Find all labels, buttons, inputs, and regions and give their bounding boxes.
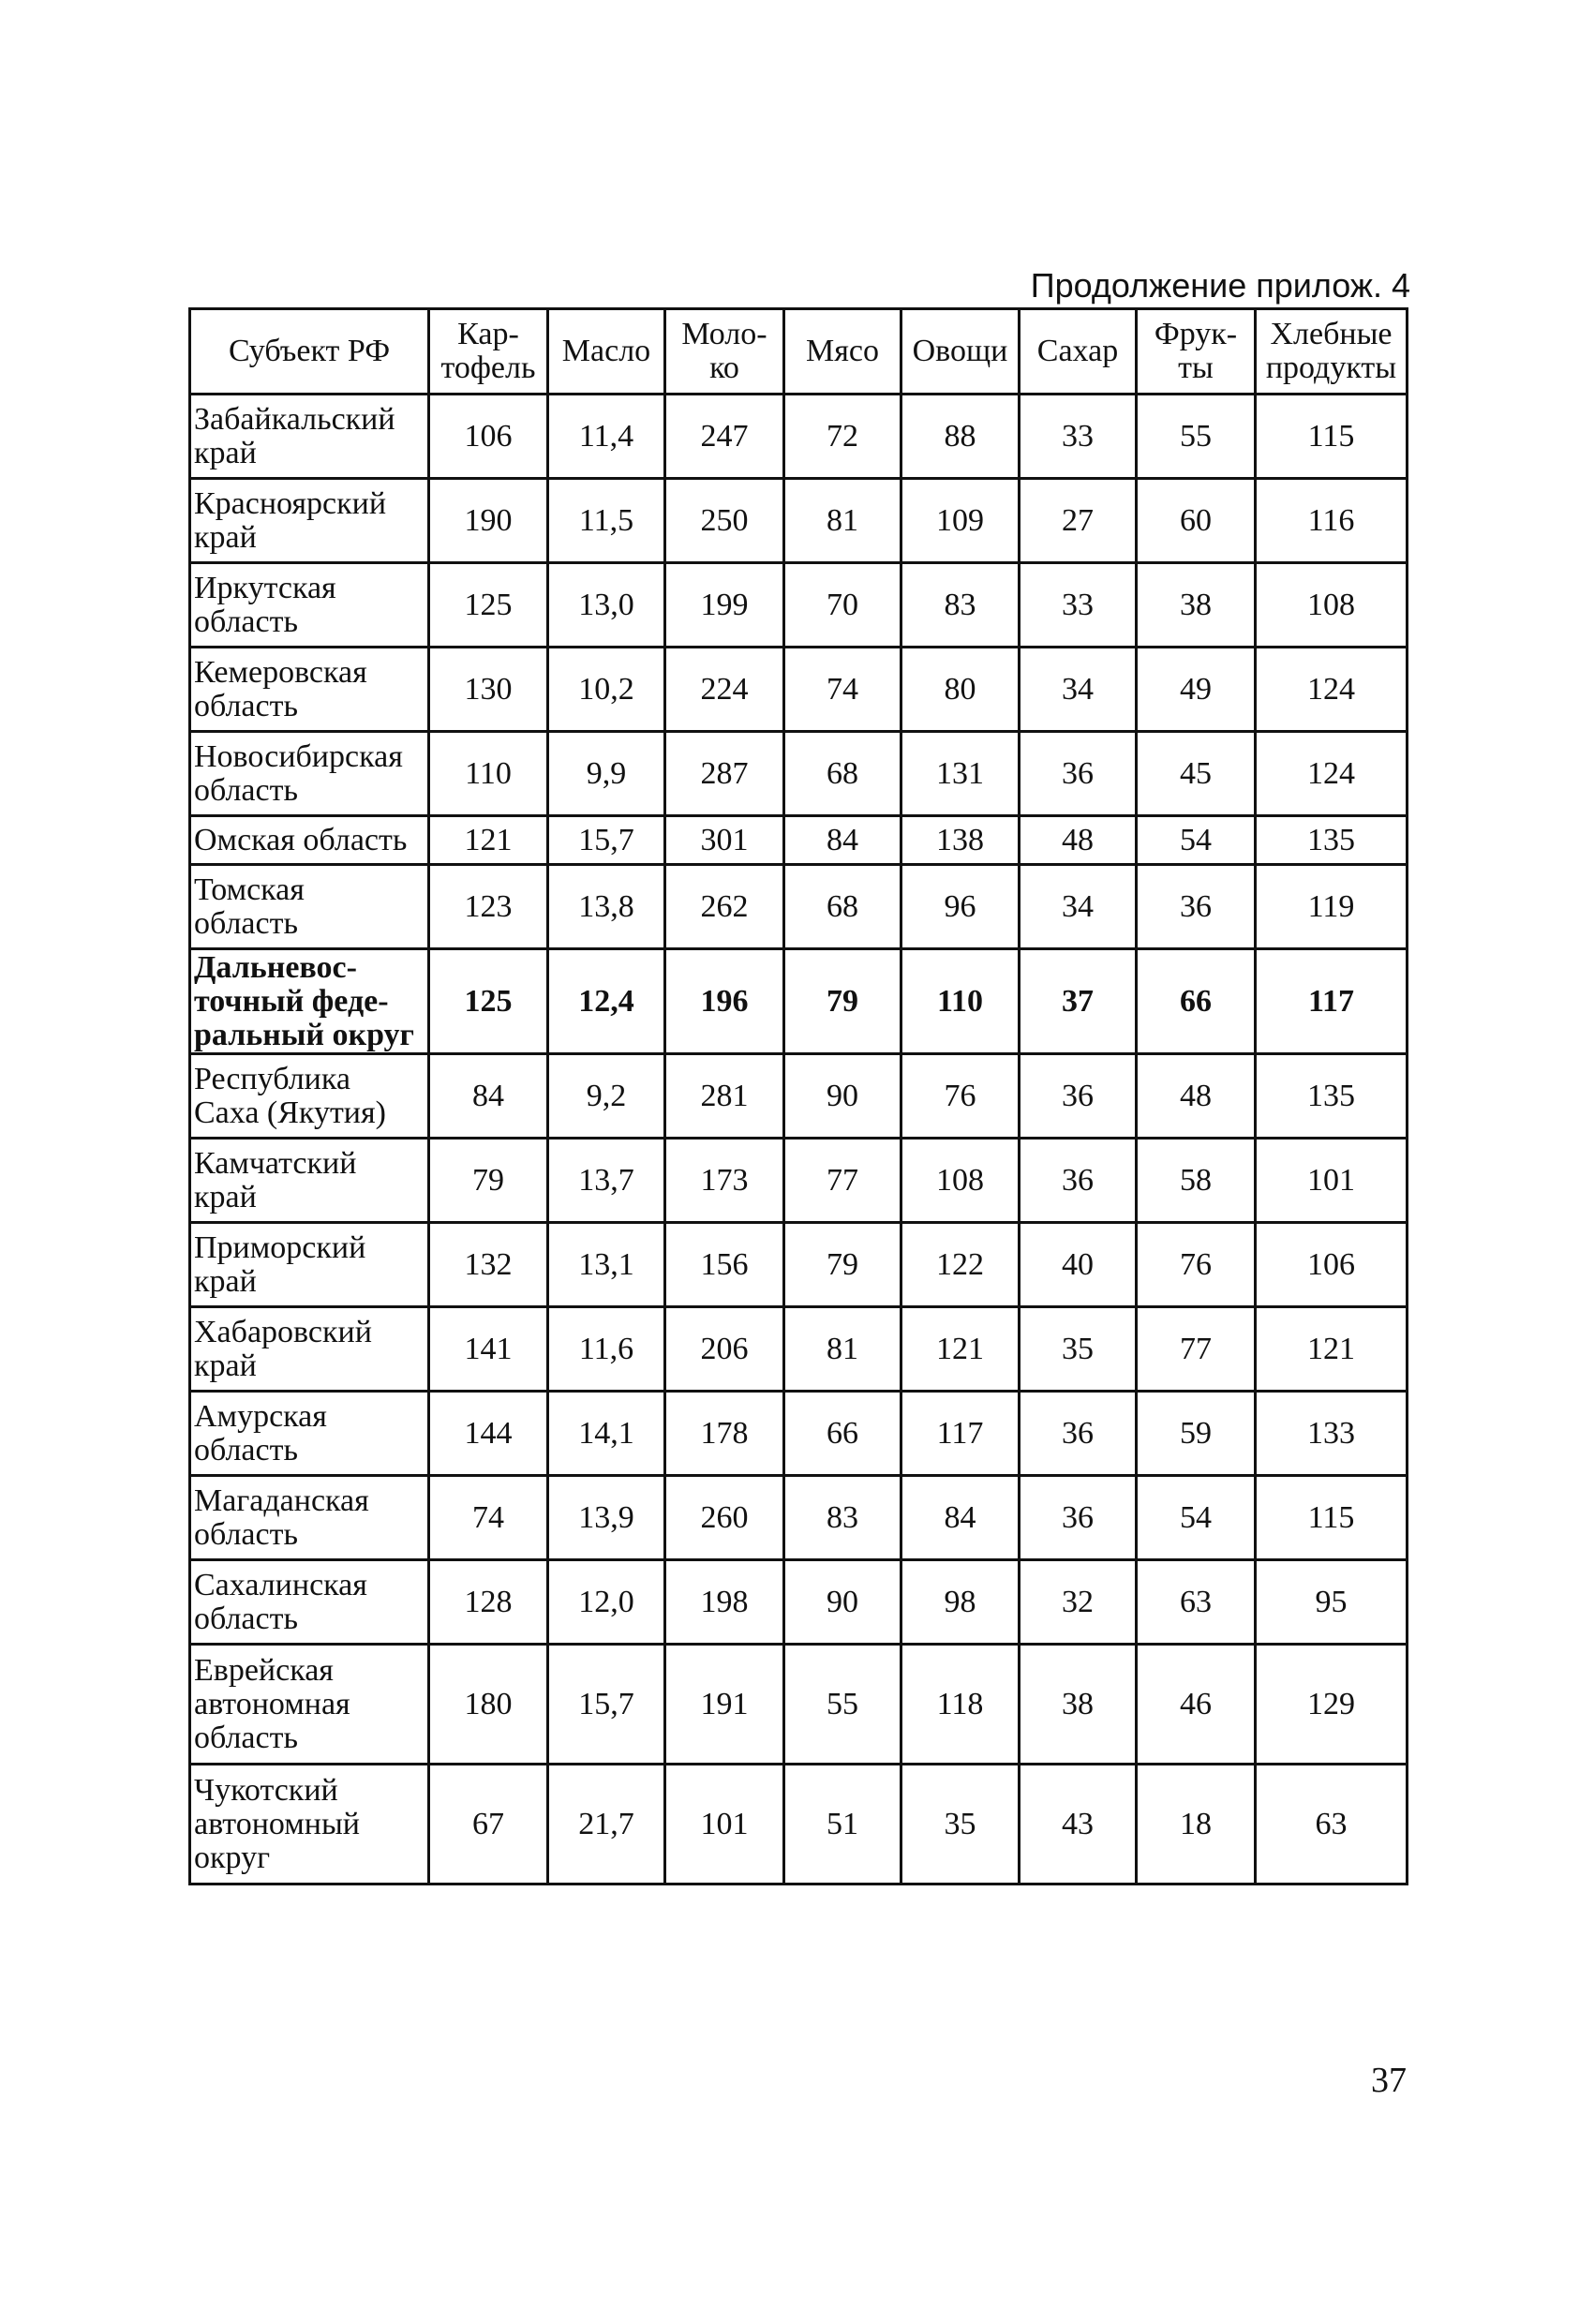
value-cell: 18 <box>1137 1765 1256 1885</box>
value-cell: 72 <box>784 395 901 479</box>
value-cell: 13,9 <box>548 1476 665 1560</box>
value-cell: 191 <box>665 1645 784 1765</box>
value-cell: 84 <box>784 816 901 865</box>
value-cell: 74 <box>429 1476 548 1560</box>
value-cell: 133 <box>1256 1392 1408 1476</box>
value-cell: 59 <box>1137 1392 1256 1476</box>
table-row <box>190 1645 1408 1765</box>
value-cell: 36 <box>1020 732 1137 816</box>
region-name-cell: Амурская область <box>190 1392 429 1476</box>
value-cell: 108 <box>901 1139 1020 1223</box>
value-cell: 101 <box>665 1765 784 1885</box>
table-row <box>190 395 1408 479</box>
value-cell: 12,0 <box>548 1560 665 1645</box>
value-cell: 51 <box>784 1765 901 1885</box>
region-name-cell: Чукотский автономный округ <box>190 1765 429 1885</box>
value-cell: 34 <box>1020 648 1137 732</box>
column-header: Субъект РФ <box>190 309 429 395</box>
table-row <box>190 949 1408 1054</box>
value-cell: 79 <box>784 949 901 1054</box>
value-cell: 63 <box>1137 1560 1256 1645</box>
value-cell: 90 <box>784 1054 901 1139</box>
value-cell: 33 <box>1020 395 1137 479</box>
value-cell: 98 <box>901 1560 1020 1645</box>
value-cell: 49 <box>1137 648 1256 732</box>
value-cell: 281 <box>665 1054 784 1139</box>
value-cell: 101 <box>1256 1139 1408 1223</box>
value-cell: 11,5 <box>548 479 665 563</box>
value-cell: 54 <box>1137 816 1256 865</box>
value-cell: 58 <box>1137 1139 1256 1223</box>
value-cell: 109 <box>901 479 1020 563</box>
value-cell: 10,2 <box>548 648 665 732</box>
region-name-cell: Еврейская автономная область <box>190 1645 429 1765</box>
column-header: Кар- тофель <box>429 309 548 395</box>
value-cell: 117 <box>901 1392 1020 1476</box>
value-cell: 13,8 <box>548 865 665 949</box>
value-cell: 198 <box>665 1560 784 1645</box>
table-caption: Продолжение прилож. 4 <box>1030 266 1410 305</box>
value-cell: 48 <box>1137 1054 1256 1139</box>
value-cell: 106 <box>429 395 548 479</box>
region-name-cell: Кемеровская область <box>190 648 429 732</box>
value-cell: 84 <box>429 1054 548 1139</box>
value-cell: 129 <box>1256 1645 1408 1765</box>
value-cell: 95 <box>1256 1560 1408 1645</box>
value-cell: 121 <box>429 816 548 865</box>
value-cell: 48 <box>1020 816 1137 865</box>
value-cell: 135 <box>1256 1054 1408 1139</box>
value-cell: 9,2 <box>548 1054 665 1139</box>
value-cell: 88 <box>901 395 1020 479</box>
value-cell: 11,4 <box>548 395 665 479</box>
region-name-cell: Новосибирская область <box>190 732 429 816</box>
table-row <box>190 479 1408 563</box>
value-cell: 15,7 <box>548 816 665 865</box>
value-cell: 206 <box>665 1307 784 1392</box>
value-cell: 130 <box>429 648 548 732</box>
value-cell: 66 <box>784 1392 901 1476</box>
table-row <box>190 1139 1408 1223</box>
value-cell: 38 <box>1137 563 1256 648</box>
value-cell: 250 <box>665 479 784 563</box>
value-cell: 45 <box>1137 732 1256 816</box>
value-cell: 115 <box>1256 395 1408 479</box>
value-cell: 74 <box>784 648 901 732</box>
value-cell: 110 <box>429 732 548 816</box>
value-cell: 76 <box>1137 1223 1256 1307</box>
value-cell: 83 <box>901 563 1020 648</box>
value-cell: 67 <box>429 1765 548 1885</box>
value-cell: 81 <box>784 1307 901 1392</box>
value-cell: 116 <box>1256 479 1408 563</box>
value-cell: 287 <box>665 732 784 816</box>
value-cell: 96 <box>901 865 1020 949</box>
value-cell: 40 <box>1020 1223 1137 1307</box>
value-cell: 77 <box>1137 1307 1256 1392</box>
table-row <box>190 1054 1408 1139</box>
value-cell: 46 <box>1137 1645 1256 1765</box>
header-row <box>190 309 1408 395</box>
value-cell: 122 <box>901 1223 1020 1307</box>
value-cell: 54 <box>1137 1476 1256 1560</box>
value-cell: 36 <box>1020 1139 1137 1223</box>
table-row <box>190 1765 1408 1885</box>
value-cell: 13,0 <box>548 563 665 648</box>
value-cell: 90 <box>784 1560 901 1645</box>
value-cell: 260 <box>665 1476 784 1560</box>
value-cell: 38 <box>1020 1645 1137 1765</box>
value-cell: 66 <box>1137 949 1256 1054</box>
region-name-cell: Омская область <box>190 816 429 865</box>
value-cell: 70 <box>784 563 901 648</box>
value-cell: 190 <box>429 479 548 563</box>
value-cell: 63 <box>1256 1765 1408 1885</box>
table-row <box>190 1392 1408 1476</box>
value-cell: 83 <box>784 1476 901 1560</box>
value-cell: 108 <box>1256 563 1408 648</box>
region-name-cell: Забайкальский край <box>190 395 429 479</box>
value-cell: 13,7 <box>548 1139 665 1223</box>
value-cell: 119 <box>1256 865 1408 949</box>
column-header: Масло <box>548 309 665 395</box>
value-cell: 121 <box>1256 1307 1408 1392</box>
value-cell: 37 <box>1020 949 1137 1054</box>
value-cell: 125 <box>429 563 548 648</box>
table-row <box>190 865 1408 949</box>
table-row <box>190 1223 1408 1307</box>
value-cell: 110 <box>901 949 1020 1054</box>
value-cell: 27 <box>1020 479 1137 563</box>
value-cell: 14,1 <box>548 1392 665 1476</box>
value-cell: 124 <box>1256 732 1408 816</box>
value-cell: 35 <box>901 1765 1020 1885</box>
value-cell: 21,7 <box>548 1765 665 1885</box>
value-cell: 141 <box>429 1307 548 1392</box>
value-cell: 173 <box>665 1139 784 1223</box>
table-row <box>190 1307 1408 1392</box>
value-cell: 77 <box>784 1139 901 1223</box>
value-cell: 11,6 <box>548 1307 665 1392</box>
value-cell: 68 <box>784 865 901 949</box>
value-cell: 178 <box>665 1392 784 1476</box>
value-cell: 15,7 <box>548 1645 665 1765</box>
table-row <box>190 816 1408 865</box>
value-cell: 36 <box>1137 865 1256 949</box>
value-cell: 43 <box>1020 1765 1137 1885</box>
region-name-cell: Иркутская область <box>190 563 429 648</box>
value-cell: 199 <box>665 563 784 648</box>
value-cell: 33 <box>1020 563 1137 648</box>
value-cell: 36 <box>1020 1392 1137 1476</box>
region-name-cell: Приморский край <box>190 1223 429 1307</box>
value-cell: 32 <box>1020 1560 1137 1645</box>
value-cell: 9,9 <box>548 732 665 816</box>
value-cell: 224 <box>665 648 784 732</box>
table-row <box>190 1476 1408 1560</box>
page-number: 37 <box>1371 2061 1407 2100</box>
column-header: Хлебные продукты <box>1256 309 1408 395</box>
value-cell: 76 <box>901 1054 1020 1139</box>
value-cell: 36 <box>1020 1476 1137 1560</box>
value-cell: 55 <box>784 1645 901 1765</box>
region-name-cell: Дальневос- точный феде- ральный округ <box>190 949 429 1054</box>
region-name-cell: Красноярский край <box>190 479 429 563</box>
value-cell: 196 <box>665 949 784 1054</box>
column-header: Моло- ко <box>665 309 784 395</box>
value-cell: 117 <box>1256 949 1408 1054</box>
value-cell: 301 <box>665 816 784 865</box>
region-name-cell: Республика Саха (Якутия) <box>190 1054 429 1139</box>
region-name-cell: Сахалинская область <box>190 1560 429 1645</box>
column-header: Мясо <box>784 309 901 395</box>
value-cell: 79 <box>784 1223 901 1307</box>
value-cell: 144 <box>429 1392 548 1476</box>
value-cell: 79 <box>429 1139 548 1223</box>
value-cell: 12,4 <box>548 949 665 1054</box>
value-cell: 156 <box>665 1223 784 1307</box>
value-cell: 124 <box>1256 648 1408 732</box>
value-cell: 80 <box>901 648 1020 732</box>
value-cell: 36 <box>1020 1054 1137 1139</box>
value-cell: 55 <box>1137 395 1256 479</box>
value-cell: 125 <box>429 949 548 1054</box>
region-name-cell: Камчатский край <box>190 1139 429 1223</box>
value-cell: 132 <box>429 1223 548 1307</box>
table-row <box>190 563 1408 648</box>
value-cell: 115 <box>1256 1476 1408 1560</box>
value-cell: 34 <box>1020 865 1137 949</box>
column-header: Сахар <box>1020 309 1137 395</box>
region-name-cell: Хабаровский край <box>190 1307 429 1392</box>
table-row <box>190 732 1408 816</box>
value-cell: 123 <box>429 865 548 949</box>
column-header: Фрук- ты <box>1137 309 1256 395</box>
value-cell: 35 <box>1020 1307 1137 1392</box>
value-cell: 81 <box>784 479 901 563</box>
value-cell: 247 <box>665 395 784 479</box>
value-cell: 13,1 <box>548 1223 665 1307</box>
value-cell: 262 <box>665 865 784 949</box>
value-cell: 135 <box>1256 816 1408 865</box>
value-cell: 128 <box>429 1560 548 1645</box>
value-cell: 84 <box>901 1476 1020 1560</box>
value-cell: 131 <box>901 732 1020 816</box>
food-consumption-table <box>188 307 1408 1885</box>
value-cell: 138 <box>901 816 1020 865</box>
value-cell: 68 <box>784 732 901 816</box>
value-cell: 180 <box>429 1645 548 1765</box>
value-cell: 60 <box>1137 479 1256 563</box>
value-cell: 121 <box>901 1307 1020 1392</box>
value-cell: 106 <box>1256 1223 1408 1307</box>
value-cell: 118 <box>901 1645 1020 1765</box>
table-row <box>190 1560 1408 1645</box>
region-name-cell: Томская область <box>190 865 429 949</box>
region-name-cell: Магаданская область <box>190 1476 429 1560</box>
column-header: Овощи <box>901 309 1020 395</box>
table-row <box>190 648 1408 732</box>
